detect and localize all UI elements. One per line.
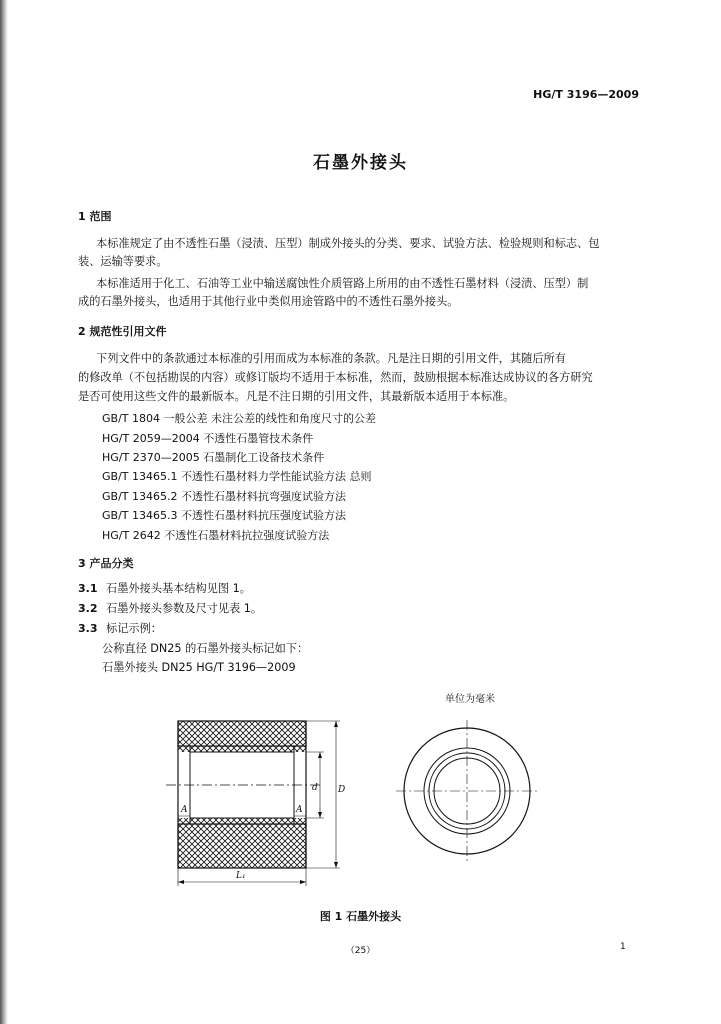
- clause-number: 3.3: [78, 622, 98, 635]
- hatched-inner-step: [178, 818, 306, 824]
- dimension-A-left: A: [181, 805, 188, 815]
- clause-text: 石墨外接头参数及尺寸见表 1。: [106, 602, 263, 615]
- hatched-top-wall: [178, 721, 306, 746]
- normative-reference: HG/T 2370—2005 石墨制化工设备技术条件: [102, 451, 325, 464]
- clause-text: 标记示例：: [106, 622, 162, 635]
- unit-note: 单位为毫米: [445, 694, 495, 705]
- normative-reference: GB/T 13465.2 不透性石墨材料抗弯强度试验方法: [102, 490, 346, 503]
- clause-number: 3.1: [78, 582, 98, 595]
- dimension-A-right: A: [296, 805, 303, 815]
- section-2-heading: 2 规范性引用文件: [78, 325, 167, 338]
- example-line: 石墨外接头 DN25 HG/T 3196—2009: [102, 661, 296, 674]
- normative-reference: HG/T 2642 不透性石墨材料抗拉强度试验方法: [102, 529, 330, 542]
- standard-number: HG/T 3196—2009: [533, 88, 639, 101]
- document-title: 石墨外接头: [313, 153, 408, 173]
- paragraph: 本标准规定了由不透性石墨（浸渍、压型）制成外接头的分类、要求、试验方法、检验规则和标志、包: [96, 237, 600, 250]
- dimension-d: d: [312, 783, 318, 793]
- normative-reference: GB/T 1804 一般公差 未注公差的线性和角度尺寸的公差: [102, 412, 376, 425]
- page-number: （25）: [345, 946, 376, 956]
- section-1-heading: 1 范围: [78, 210, 112, 223]
- hatched-bottom-wall: [178, 824, 306, 868]
- hatched-inner-step: [178, 746, 306, 752]
- paragraph: 是否可使用这些文件的最新版本。凡是不注日期的引用文件，其最新版本适用于本标准。: [78, 390, 515, 403]
- margin-mark: 1: [620, 942, 626, 952]
- paragraph: 装、运输等要求。: [78, 255, 168, 268]
- normative-reference: GB/T 13465.1 不透性石墨材料力学性能试验方法 总则: [102, 470, 372, 483]
- section-3-heading: 3 产品分类: [78, 557, 134, 570]
- paragraph: 本标准适用于化工、石油等工业中输送腐蚀性介质管路上所用的由不透性石墨材料（浸渍、压型）制: [96, 277, 589, 290]
- paragraph: 下列文件中的条款通过本标准的引用而成为本标准的条款。凡是注日期的引用文件，其随后所有: [96, 352, 566, 365]
- clause-text: 石墨外接头基本结构见图 1。: [106, 582, 251, 595]
- end-view: [396, 720, 538, 862]
- paragraph: 的修改单（不包括勘误的内容）或修订版均不适用于本标准，然而，鼓励根据本标准达成协议的各方研究: [78, 371, 593, 384]
- figure-graphite-outer-joint: [0, 700, 721, 900]
- paragraph: 成的石墨外接头，也适用于其他行业中类似用途管路中的不透性石墨外接头。: [78, 295, 459, 308]
- normative-reference: HG/T 2059—2004 不透性石墨管技术条件: [102, 432, 314, 445]
- section-view: [166, 721, 345, 886]
- clause-number: 3.2: [78, 602, 98, 615]
- dimension-D: D: [338, 785, 346, 795]
- normative-reference: GB/T 13465.3 不透性石墨材料抗压强度试验方法: [102, 509, 346, 522]
- figure-caption: 图 1 石墨外接头: [319, 910, 402, 923]
- example-line: 公称直径 DN25 的石墨外接头标记如下：: [102, 642, 309, 655]
- dimension-L1: L₁: [236, 871, 246, 881]
